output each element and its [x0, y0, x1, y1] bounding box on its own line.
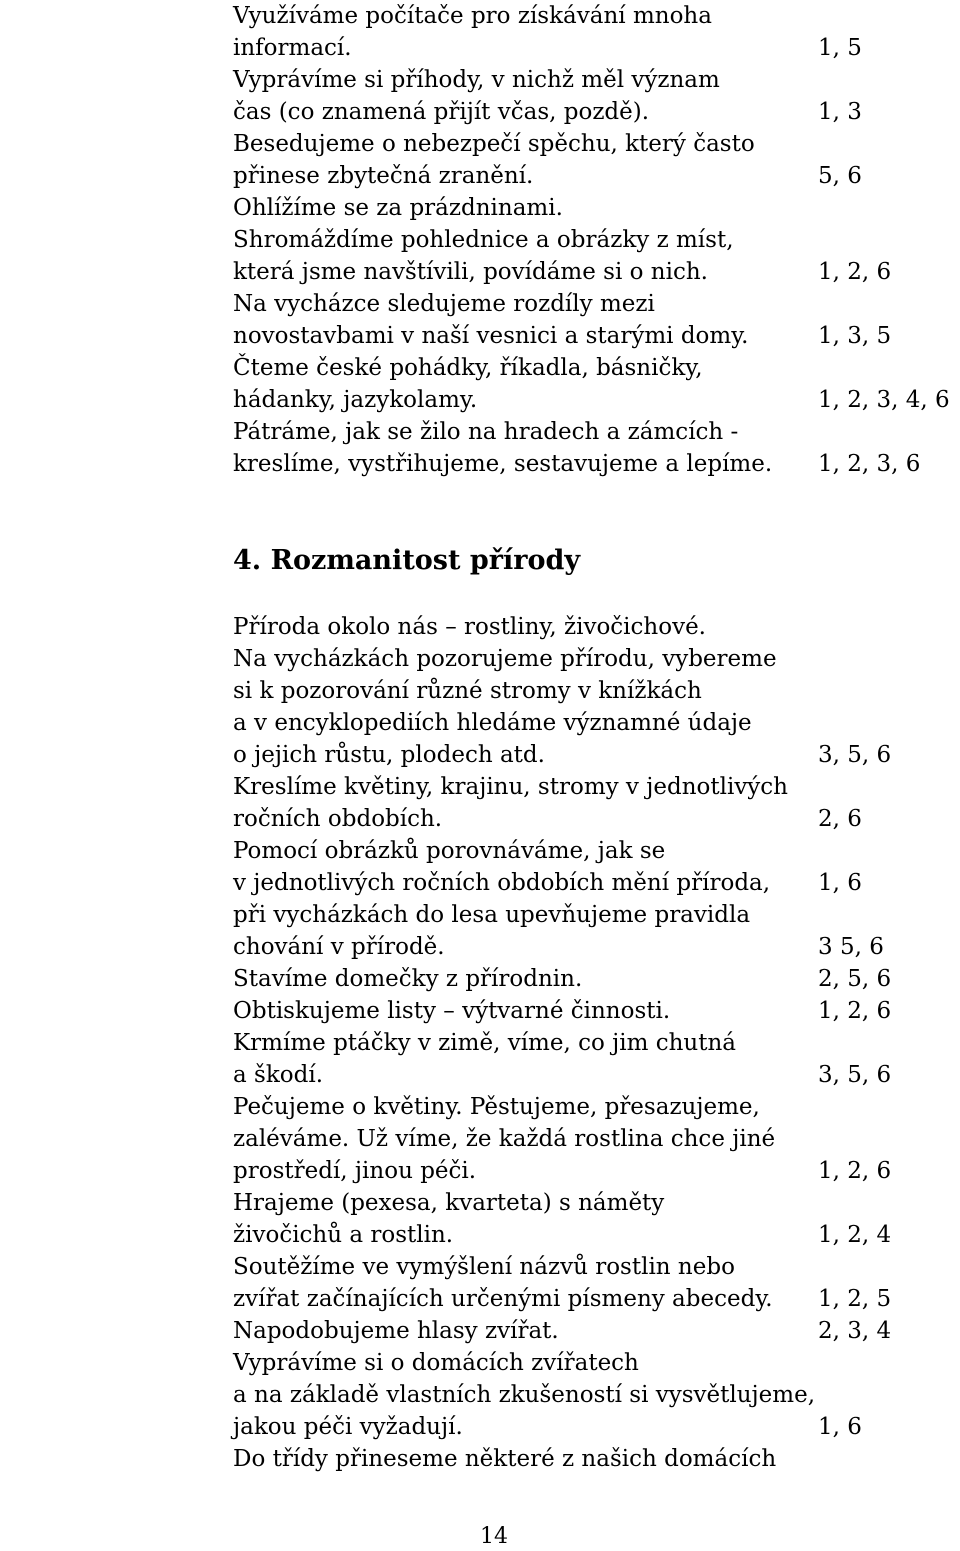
- reference-numbers: 1, 5: [818, 35, 862, 61]
- reference-numbers: 1, 3, 5: [818, 323, 892, 349]
- activity-line: čas (co znamená přijít včas, pozdě).: [233, 99, 650, 125]
- activity-line: přinese zbytečná zranění.: [233, 163, 534, 189]
- page-number: 14: [480, 1524, 508, 1549]
- activity-line: a v encyklopediích hledáme významné údaje: [233, 710, 752, 736]
- activity-line: Čteme české pohádky, říkadla, básničky,: [233, 355, 703, 381]
- reference-numbers: 1, 3: [818, 99, 862, 125]
- activity-line: Na vycházkách pozorujeme přírodu, vybereme: [233, 646, 777, 672]
- section-heading: 4. Rozmanitost přírody: [233, 545, 581, 576]
- reference-numbers: 2, 6: [818, 806, 862, 832]
- activity-line: novostavbami v naší vesnici a starými domy.: [233, 323, 749, 349]
- activity-line: si k pozorování různé stromy v knížkách: [233, 678, 702, 704]
- activity-line: hádanky, jazykolamy.: [233, 387, 478, 413]
- activity-line: Pomocí obrázků porovnáváme, jak se: [233, 838, 666, 864]
- reference-numbers: 3, 5, 6: [818, 742, 892, 768]
- activity-line: prostředí, jinou péči.: [233, 1158, 477, 1184]
- activity-line: Ohlížíme se za prázdninami.: [233, 195, 563, 221]
- activity-line: Vyprávíme si příhody, v nichž měl význam: [233, 67, 720, 93]
- activity-line: která jsme navštívili, povídáme si o nich.: [233, 259, 708, 285]
- activity-line: Příroda okolo nás – rostliny, živočichové.: [233, 614, 706, 640]
- activity-line: a na základě vlastních zkušeností si vysvětlujeme,: [233, 1382, 816, 1408]
- activity-line: informací.: [233, 35, 352, 61]
- activity-line: Shromáždíme pohlednice a obrázky z míst,: [233, 227, 734, 253]
- reference-numbers: 5, 6: [818, 163, 862, 189]
- reference-numbers: 1, 2, 3, 4, 6: [818, 387, 950, 413]
- activity-line: Využíváme počítače pro získávání mnoha: [233, 3, 712, 29]
- activity-line: Vyprávíme si o domácích zvířatech: [233, 1350, 639, 1376]
- reference-numbers: 1, 2, 4: [818, 1222, 892, 1248]
- activity-line: Na vycházce sledujeme rozdíly mezi: [233, 291, 655, 317]
- activity-line: Soutěžíme ve vymýšlení názvů rostlin nebo: [233, 1254, 735, 1280]
- reference-numbers: 1, 6: [818, 870, 862, 896]
- activity-line: Napodobujeme hlasy zvířat.: [233, 1318, 559, 1344]
- activity-line: o jejich růstu, plodech atd.: [233, 742, 545, 768]
- activity-line: v jednotlivých ročních obdobích mění příroda,: [233, 870, 771, 896]
- reference-numbers: 3 5, 6: [818, 934, 884, 960]
- reference-numbers: 1, 2, 5: [818, 1286, 892, 1312]
- activity-line: Hrajeme (pexesa, kvarteta) s náměty: [233, 1190, 665, 1216]
- activity-line: živočichů a rostlin.: [233, 1222, 454, 1248]
- activity-line: Pátráme, jak se žilo na hradech a zámcích -: [233, 419, 739, 445]
- reference-numbers: 1, 2, 3, 6: [818, 451, 921, 477]
- activity-line: zvířat začínajících určenými písmeny abecedy.: [233, 1286, 773, 1312]
- activity-line: Krmíme ptáčky v zimě, víme, co jim chutná: [233, 1030, 737, 1056]
- reference-numbers: 1, 2, 6: [818, 259, 892, 285]
- activity-line: Besedujeme o nebezpečí spěchu, který často: [233, 131, 755, 157]
- activity-line: při vycházkách do lesa upevňujeme pravidla: [233, 902, 751, 928]
- activity-line: kreslíme, vystřihujeme, sestavujeme a lepíme.: [233, 451, 773, 477]
- activity-line: Obtiskujeme listy – výtvarné činnosti.: [233, 998, 671, 1024]
- activity-line: Pečujeme o květiny. Pěstujeme, přesazujeme,: [233, 1094, 760, 1120]
- activity-line: zaléváme. Už víme, že každá rostlina chce jiné: [233, 1126, 776, 1152]
- activity-line: Kreslíme květiny, krajinu, stromy v jednotlivých: [233, 774, 788, 800]
- reference-numbers: 3, 5, 6: [818, 1062, 892, 1088]
- activity-line: ročních obdobích.: [233, 806, 443, 832]
- activity-line: a škodí.: [233, 1062, 324, 1088]
- reference-numbers: 1, 6: [818, 1414, 862, 1440]
- activity-line: Do třídy přineseme některé z našich domácích: [233, 1446, 777, 1472]
- reference-numbers: 1, 2, 6: [818, 998, 892, 1024]
- activity-line: chování v přírodě.: [233, 934, 445, 960]
- reference-numbers: 1, 2, 6: [818, 1158, 892, 1184]
- reference-numbers: 2, 3, 4: [818, 1318, 892, 1344]
- activity-line: jakou péči vyžadují.: [233, 1414, 463, 1440]
- reference-numbers: 2, 5, 6: [818, 966, 892, 992]
- activity-line: Stavíme domečky z přírodnin.: [233, 966, 583, 992]
